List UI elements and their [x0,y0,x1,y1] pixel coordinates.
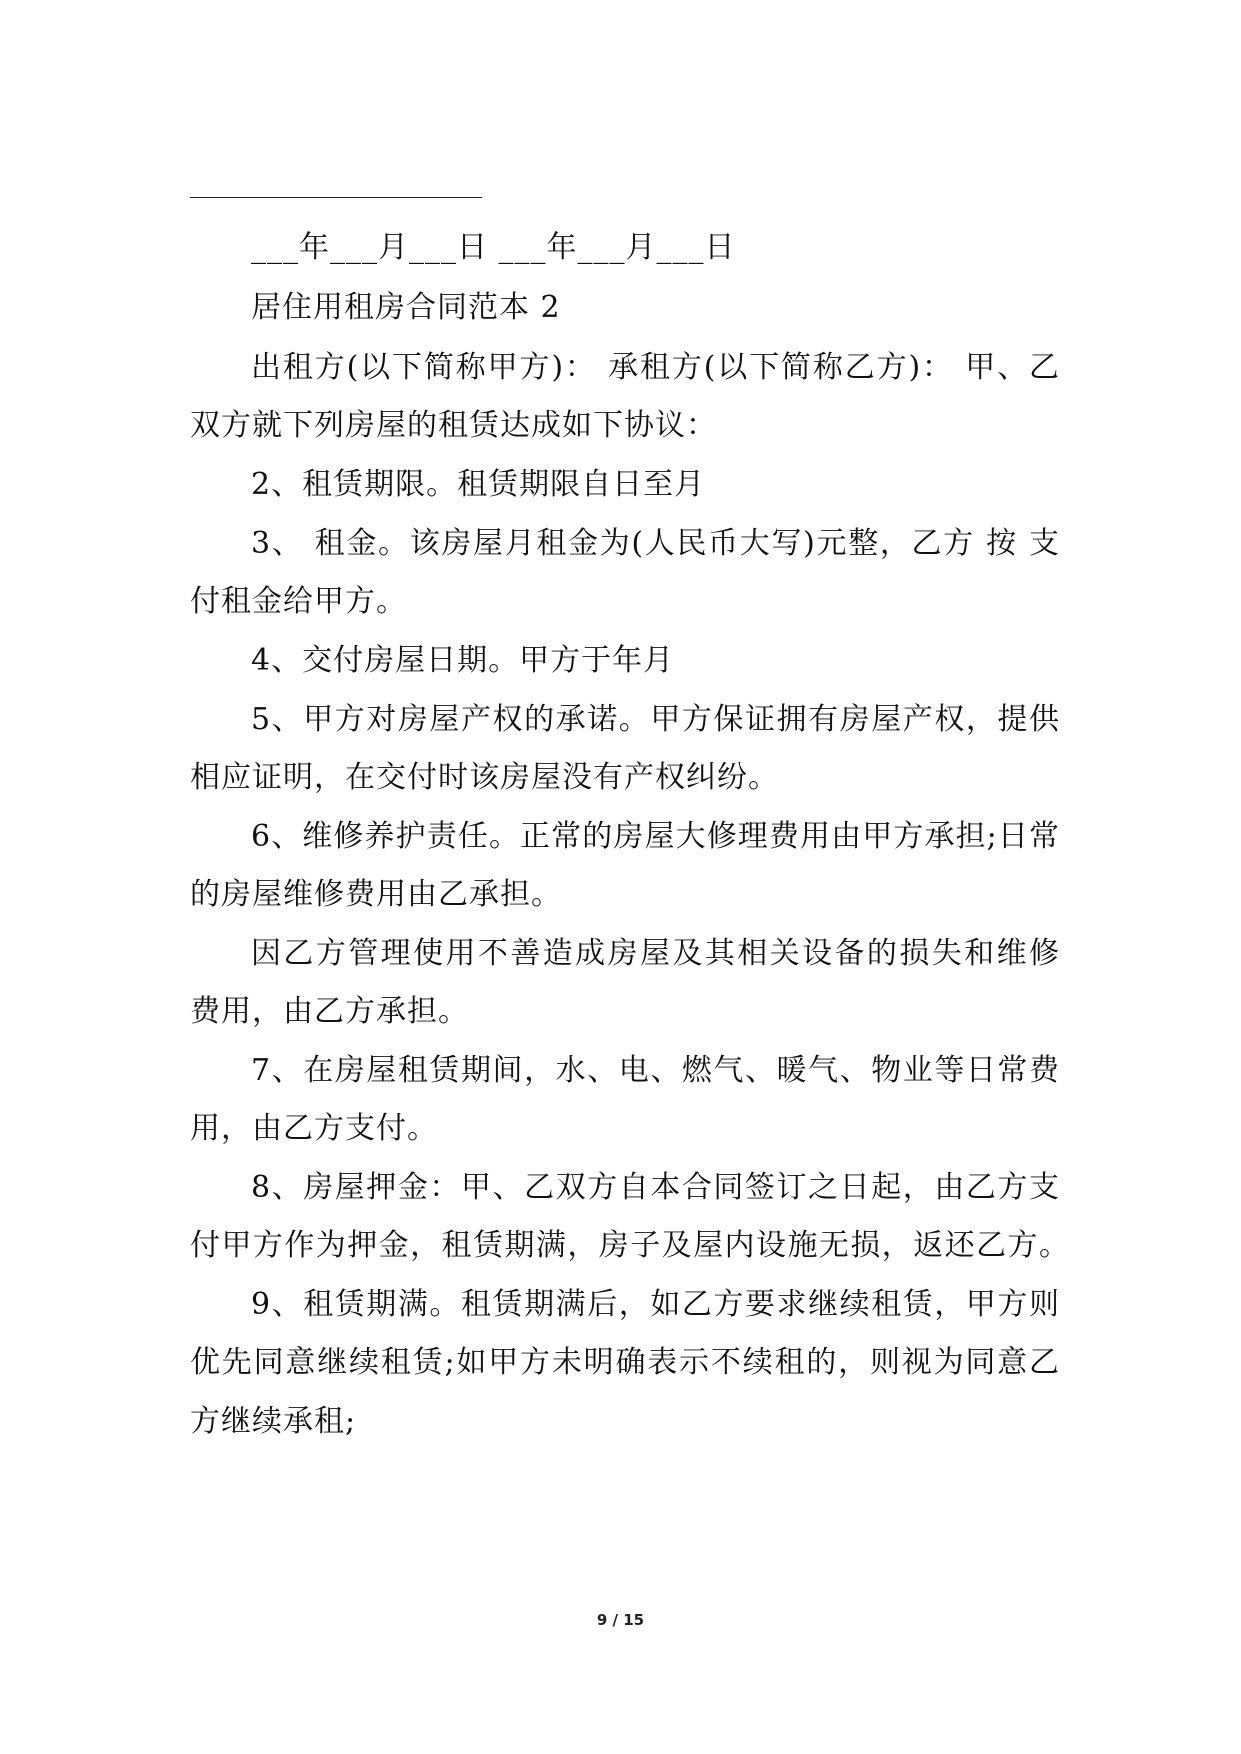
paragraph-line: 4、交付房屋日期。甲方于年月 [251,643,675,678]
page-number: 9 / 15 [596,1611,645,1629]
paragraph-line: 6、维修养护责任。正常的房屋大修理费用由甲方承担;日常 [251,819,1060,854]
date-line: ___年___月___日 ___年___月___日 [251,230,736,265]
paragraph-line: 付甲方作为押金，租赁期满，房子及屋内设施无损，返还乙方。 [190,1228,1070,1263]
paragraph-line: 方继续承租; [190,1404,357,1439]
paragraph-line: 相应证明，在交付时该房屋没有产权纠纷。 [190,760,779,795]
paragraph-line: 2、租赁期限。租赁期限自日至月 [251,467,706,502]
paragraph-line: 9、租赁期满。租赁期满后，如乙方要求继续租赁，甲方则 [251,1287,1060,1322]
paragraph-line: 付租金给甲方。 [190,584,407,619]
signature-underline [190,197,482,198]
paragraph-line: 8、房屋押金：甲、乙双方自本合同签订之日起，由乙方支 [251,1170,1060,1205]
paragraph-line: 费用，由乙方承担。 [190,994,469,1029]
paragraph-line: 5、甲方对房屋产权的承诺。甲方保证拥有房屋产权，提供 [251,702,1060,737]
section-title: 居住用租房合同范本 2 [251,290,561,325]
paragraph-line: 出租方(以下简称甲方)： 承租方(以下简称乙方)： 甲、乙 [251,350,1060,385]
paragraph-line: 3、 租金。该房屋月租金为(人民币大写)元整，乙方 按 支 [251,526,1060,561]
paragraph-line: 双方就下列房屋的租赁达成如下协议： [190,408,717,443]
paragraph-line: 用，由乙方支付。 [190,1111,438,1146]
paragraph-line: 因乙方管理使用不善造成房屋及其相关设备的损失和维修 [251,936,1060,971]
paragraph-line: 的房屋维修费用由乙承担。 [190,877,562,912]
paragraph-line: 7、在房屋租赁期间，水、电、燃气、暖气、物业等日常费 [251,1053,1060,1088]
paragraph-line: 优先同意继续租赁;如甲方未明确表示不续租的，则视为同意乙 [190,1345,1060,1380]
